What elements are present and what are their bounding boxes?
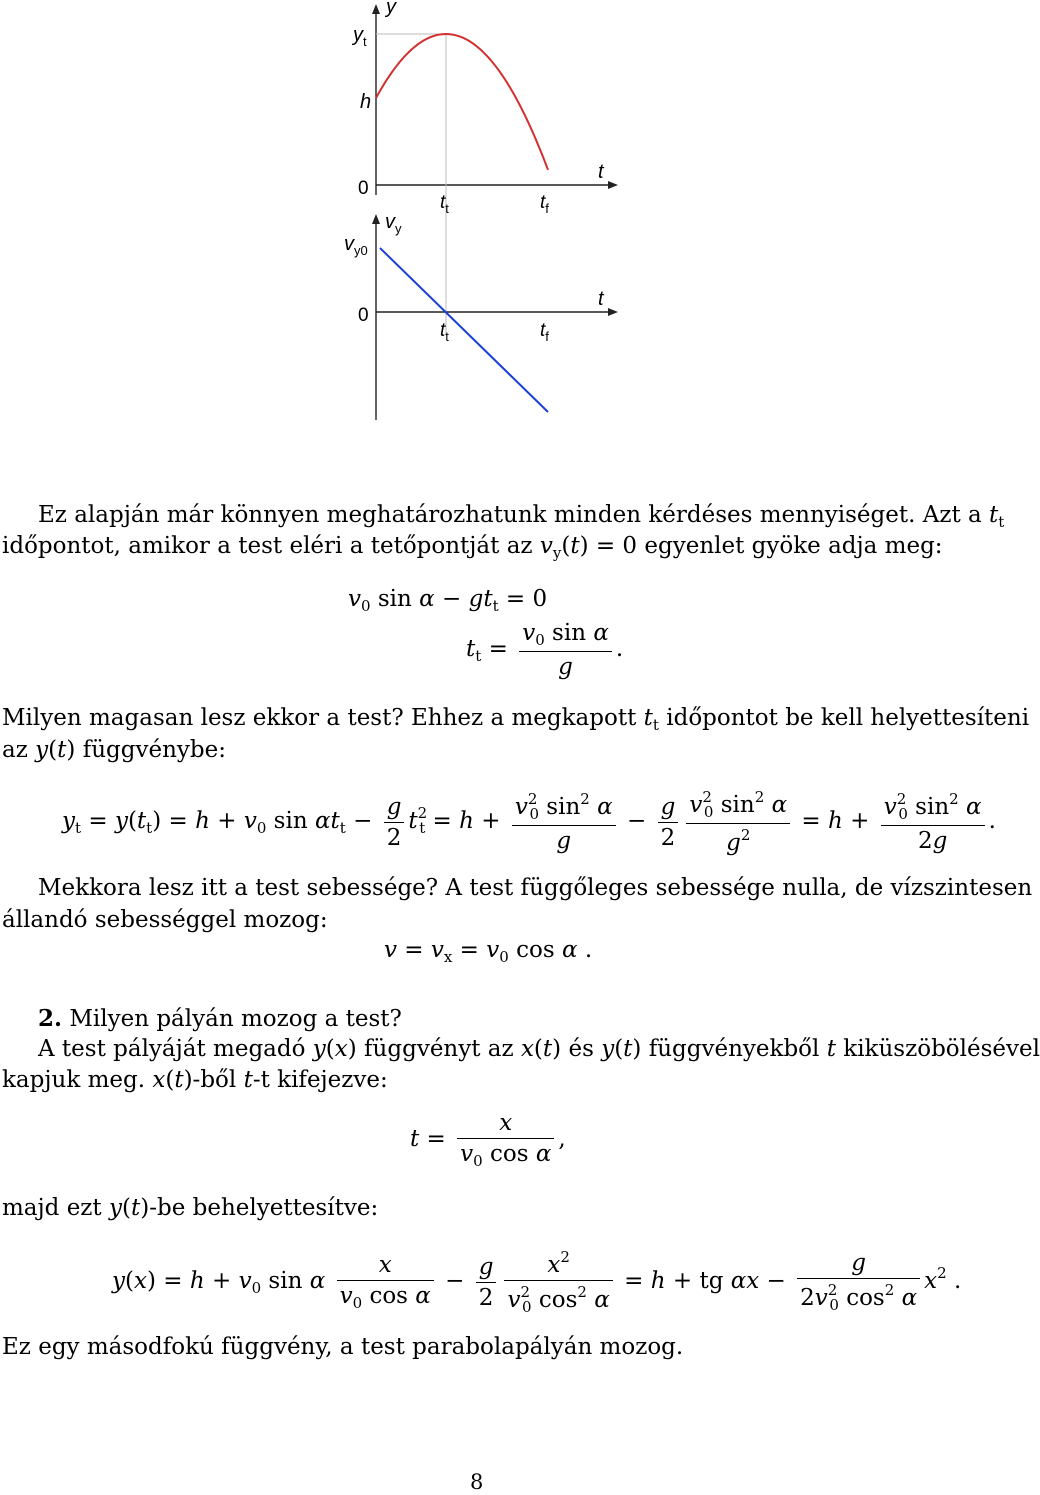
paragraph-1-line-2: időpontot, amikor a test eléri a tetőpontját az $v_y(t) = 0$ egyenlet gyöke adja meg: <box>2 533 943 562</box>
top-y-arrow <box>372 4 380 14</box>
equation-3: $v = v_x = v_0$ cos α . <box>384 937 593 966</box>
top-tick-tf: $t_f$ <box>540 192 549 216</box>
equation-1-line-1: $v_0$ $\sin \alpha - gt_t = 0$ <box>348 586 548 615</box>
paragraph-5: Ez egy másodfokú függvény, a test parabolapályán mozog. <box>2 1334 684 1360</box>
section-2-line-2: kapjuk meg. x(t)-ből t-t kifejezve: <box>2 1067 388 1093</box>
equation-1-line-2: $t_t$ = $\frac{v_0 \sin \alpha}{g}$ . <box>466 620 624 680</box>
paragraph-3-line-1: Mekkora lesz itt a test sebessége? A test függőleges sebessége nulla, de vízszintesen <box>38 875 1033 901</box>
height-curve <box>376 34 548 170</box>
paragraph-1-line-1: Ez alapján már könnyen meghatározhatunk minden kérdéses mennyiséget. Azt a $t_t$ <box>38 502 1005 531</box>
equation-2: $y_t = y(t_t) = h + v_0$ $\sin \alpha t_t$ − $\frac{g}{2}$ $t^2_t = h$ + $\frac{v^2_0 \sin^2 \alpha}{g}$ − $\frac{g}{2}$ $\frac{v^2_0 \sin^2 \alpha}{g^2}$ = h + $\frac{v^2_0 \sin^2 \alpha}{2g}$ . <box>62 788 996 856</box>
top-tick-zero: 0 <box>358 178 369 199</box>
bottom-y-arrow <box>372 214 380 224</box>
tick-label-h: h <box>360 91 372 113</box>
fraction-tt: $\frac{v_0 \sin \alpha}{g}$ <box>519 620 612 680</box>
top-y-label: y <box>386 0 396 18</box>
bottom-tick-tf: $t_f$ <box>540 320 549 344</box>
bottom-tick-tt: $t_t$ <box>440 320 449 344</box>
section-2-heading: 2. Milyen pályán mozog a test? <box>38 1005 402 1032</box>
paragraph-2-line-2: az y(t) függvénybe: <box>2 737 226 763</box>
top-x-label: t <box>598 161 604 183</box>
equation-4: t = $\frac{x}{v_0 \cos \alpha}$ , <box>410 1110 566 1170</box>
paragraph-2-line-1: Milyen magasan lesz ekkor a test? Ehhez a megkapott $t_t$ időpontot be kell helyettesíteni <box>2 705 1030 734</box>
top-tick-tt: $t_t$ <box>440 192 449 216</box>
tick-label-yt: $y_t$ <box>353 24 367 49</box>
paragraph-3-line-2: állandó sebességgel mozog: <box>2 907 328 933</box>
equation-5: $y(x) = h + v_0$ sin α $\frac{x}{v_0 \cos \alpha}$ − $\frac{g}{2}$ $\frac{x^2}{v^2_0 \cos^2 \alpha}$ = h + tg αx − $\frac{g}{2v^2_0 \cos^2 \alpha}$ $x^2$ . <box>112 1248 962 1316</box>
bottom-x-arrow <box>608 308 618 316</box>
page-number: 8 <box>470 1470 484 1494</box>
paragraph-4: majd ezt y(t)-be behelyettesítve: <box>2 1195 379 1221</box>
bottom-tick-zero: 0 <box>358 305 369 326</box>
bottom-y-label: $v_y$ <box>385 211 402 236</box>
bottom-x-label: t <box>598 288 604 310</box>
velocity-line <box>380 248 548 412</box>
section-2-line-1: A test pályáját megadó y(x) függvényt az x(t) és y(t) függvényekből t kiküszöbölésével <box>38 1036 1040 1062</box>
tick-label-vy0: $v_{y0}$ <box>344 233 368 258</box>
motion-graphs-figure <box>330 0 640 425</box>
top-x-arrow <box>608 181 618 189</box>
